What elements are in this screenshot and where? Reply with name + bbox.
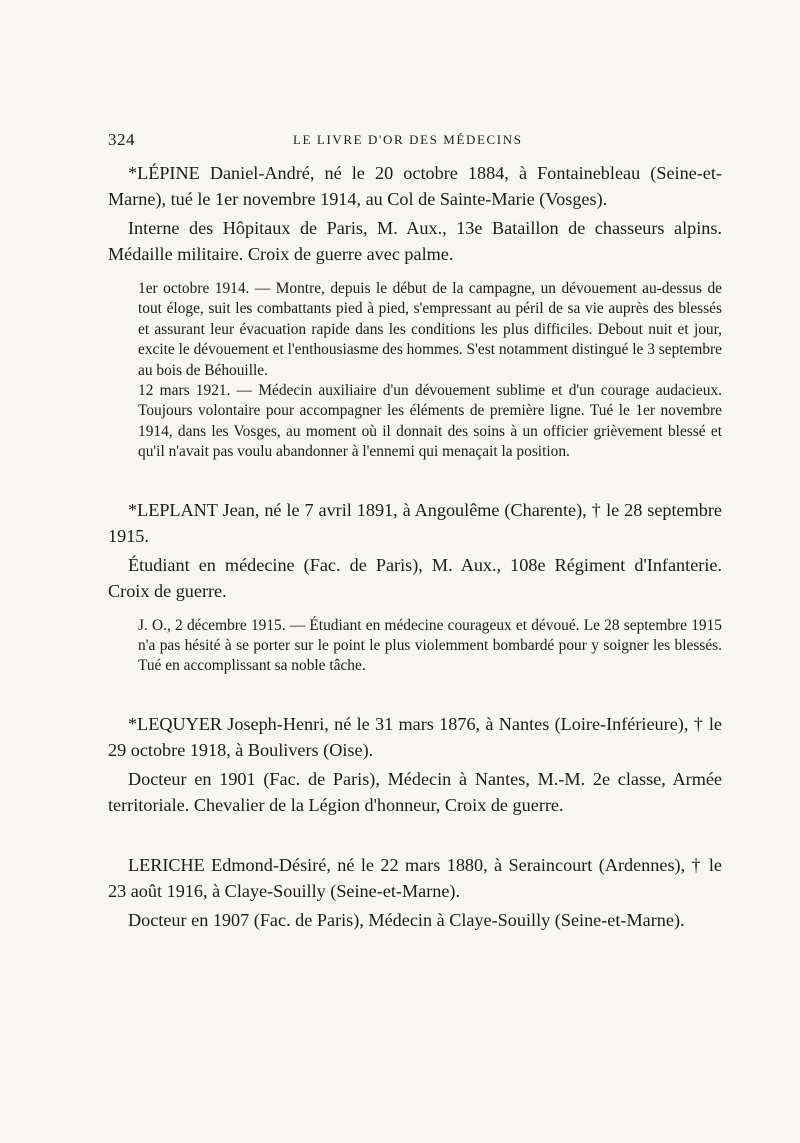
page-number: 324 bbox=[108, 130, 135, 149]
entry-career: Docteur en 1901 (Fac. de Paris), Médecin à Nantes, M.-M. 2e classe, Armée territoriale. Chevalier de la Légion d'honneur, Croix de guerre. bbox=[108, 768, 722, 815]
citation: 1er octobre 1914. — Montre, depuis le début de la campagne, un dévouement au-dessus de tout éloge, suit les combattants pied à pied, s'empressant au péril de sa vie auprès des blessés et assurant leur évacuation rapide dans les conditions les plus difficiles. Debout nuit et jour, excite le dévouement et l'enthousiasme des hommes. S'est notamment distingué le 3 septembre au bois de Béhouille. bbox=[138, 280, 722, 379]
entry-lequyer bbox=[108, 711, 722, 818]
citation: 12 mars 1921. — Médecin auxiliaire d'un dévouement sublime et d'un courage audacieux. Toujours volontaire pour accompagner les éléments de première ligne. Tué le 1er novembre 1914, dans les Vosges, au moment où il donnait des soins à un officier grièvement blessé et qu'il n'avait pas voulu abandonner à l'ennemi qui menaçait la position. bbox=[138, 382, 722, 461]
entry-career: Étudiant en médecine (Fac. de Paris), M. Aux., 108e Régiment d'Infanterie. Croix de guerre. bbox=[108, 554, 722, 601]
entry-career: Docteur en 1907 (Fac. de Paris), Médecin à Claye-Souilly (Seine-et-Marne). bbox=[128, 909, 685, 930]
running-title: LE LIVRE D'OR DES MÉDECINS bbox=[293, 132, 523, 147]
entry-leriche bbox=[108, 852, 722, 933]
entry-leplant bbox=[108, 497, 722, 677]
entry-lepine bbox=[108, 160, 722, 463]
citation-block bbox=[108, 616, 722, 677]
page-content bbox=[108, 160, 722, 933]
page-header bbox=[108, 130, 722, 150]
entry-heading: LERICHE Edmond-Désiré, né le 22 mars 1880, à Seraincourt (Ardennes), † le 23 août 1916, à Claye-Souilly (Seine-et-Marne). bbox=[108, 854, 722, 901]
entry-heading: *LEPLANT Jean, né le 7 avril 1891, à Angoulême (Charente), † le 28 septembre 1915. bbox=[108, 499, 722, 546]
citation: J. O., 2 décembre 1915. — Étudiant en médecine courageux et dévoué. Le 28 septembre 1915 n'a pas hésité à se porter sur le point le plus violemment bombardé pour y soigner les blessés. Tué en accomplissant sa noble tâche. bbox=[138, 616, 722, 675]
entry-heading: *LEQUYER Joseph-Henri, né le 31 mars 1876, à Nantes (Loire-Inférieure), † le 29 octobre 1918, à Boulivers (Oise). bbox=[108, 713, 722, 760]
citation-block bbox=[108, 279, 722, 463]
entry-heading: *LÉPINE Daniel-André, né le 20 octobre 1884, à Fontainebleau (Seine-et-Marne), tué le 1er novembre 1914, au Col de Sainte-Marie (Vosges). bbox=[108, 163, 722, 209]
entry-career: Interne des Hôpitaux de Paris, M. Aux., 13e Bataillon de chasseurs alpins. Médaille militaire. Croix de guerre avec palme. bbox=[108, 218, 722, 264]
